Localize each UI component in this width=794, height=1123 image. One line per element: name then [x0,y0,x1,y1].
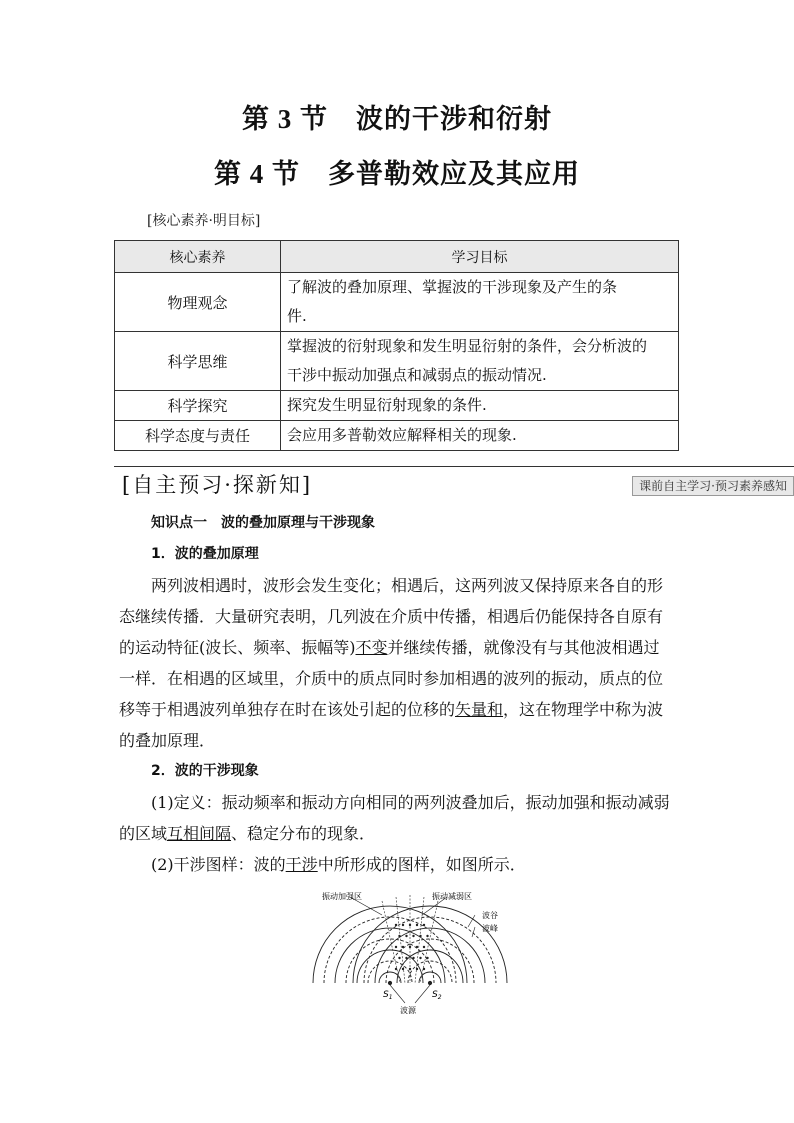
interference-point [419,935,421,937]
interference-point [409,946,411,948]
interference-point [423,924,425,926]
interference-point [398,935,400,937]
interference-point [402,968,404,970]
table-row [115,332,679,391]
goal-line: 了解波的叠加原理、掌握波的干涉现象及产生的条 [287,278,618,296]
goals-tag: [核心素养·明目标] [147,213,261,229]
goal-cell [281,273,679,332]
paragraph-pattern [119,849,675,880]
interference-point [395,946,397,948]
underlined-term: 不变 [355,638,388,657]
paragraph-definition [119,787,675,849]
subheading-superposition: 1．波的叠加原理 [151,546,259,562]
interference-point [409,968,411,970]
literacy-cell: 科学思维 [115,332,281,391]
interference-pattern-figure [310,885,510,1030]
goals-table [114,240,679,451]
label-s1: $S_1$ [383,990,393,1001]
title-number: 第 4 节 [214,159,300,189]
goal-cell: 探究发生明显衍射现象的条件. [281,391,679,421]
interference-point [398,957,400,959]
interference-point [416,968,418,970]
label-strong-region: 振动加强区 [322,892,362,901]
knowledge-point-heading: 知识点一 波的叠加原理与干涉现象 [151,515,375,531]
text-run: (1)定义：振动频率和振动方向相同的两列波叠加后，振动加强和振动减弱的区域 [119,793,670,843]
underlined-term: 矢量和 [455,700,504,719]
interference-point [395,924,397,926]
goal-cell: 会应用多普勒效应解释相关的现象. [281,421,679,451]
goal-line: 掌握波的衍射现象和发生明显衍射的条件，会分析波的 [287,337,648,355]
literacy-cell: 科学态度与责任 [115,421,281,451]
interference-point [419,957,421,959]
interference-point [395,968,397,970]
interference-point [405,957,407,959]
goal-line: 干涉中振动加强点和减弱点的振动情况. [287,366,547,384]
title-text: 多普勒效应及其应用 [328,159,580,190]
interference-point [412,935,414,937]
interference-point [423,968,425,970]
label-wave-source: 波源 [400,1006,416,1015]
label-s2: $S_2$ [432,990,442,1001]
underlined-term: 互相间隔 [167,824,232,843]
title-number: 第 3 节 [242,104,328,134]
header-goal: 学习目标 [281,241,679,273]
literacy-cell: 物理观念 [115,273,281,332]
section-title-4 [0,152,794,191]
text-run: 并继续传播，就像没有与其他波相遇过一样．在相遇的区域里，介质中的质点同时参加相遇的波列的振动，质点的位移等于相遇波列单独存在时在该处引起的位移的 [119,638,664,719]
text-run: 两列波相遇时，波形会发生变化；相遇后，这两列波又保持原来各自的形态继续传播．大量研究表明，几列波在介质中传播，相遇后仍能保持各自原有的运动特征(波长、频率、振幅等) [119,576,664,657]
section-header-badge: 课前自主学习·预习素养感知 [632,476,794,496]
subheading-interference: 2．波的干涉现象 [151,763,259,779]
section-header-bar [114,466,794,497]
interference-point [426,935,428,937]
underlined-term: 干涉 [285,855,318,874]
section-title-3 [0,97,794,136]
text-run: ，这在物理学中称为波的叠加原理． [119,700,664,750]
table-row [115,273,679,332]
text-run: 、稳定分布的现象． [231,824,376,843]
table-row [115,421,679,451]
text-run: 中所形成的图样，如图所示． [317,855,526,874]
label-crest: 波峰 [482,924,498,933]
interference-point [402,924,404,926]
goal-cell [281,332,679,391]
goal-line: 件. [287,307,307,325]
interference-point [423,946,425,948]
table-header-row [115,241,679,273]
interference-point [416,946,418,948]
section-header-title: [自主预习·探新知] [122,473,313,497]
title-text: 波的干涉和衍射 [356,104,552,135]
interference-point [402,946,404,948]
interference-point [412,957,414,959]
interference-point [426,957,428,959]
content-body [119,508,675,880]
paragraph-superposition [119,570,675,756]
header-literacy: 核心素养 [115,241,281,273]
interference-point [405,935,407,937]
interference-point [416,924,418,926]
literacy-cell: 科学探究 [115,391,281,421]
text-run: (2)干涉图样：波的 [151,855,286,874]
interference-point [409,924,411,926]
table-row [115,391,679,421]
label-trough: 波谷 [482,911,498,920]
label-weak-region: 振动减弱区 [432,892,472,901]
source-markers [388,981,431,1003]
